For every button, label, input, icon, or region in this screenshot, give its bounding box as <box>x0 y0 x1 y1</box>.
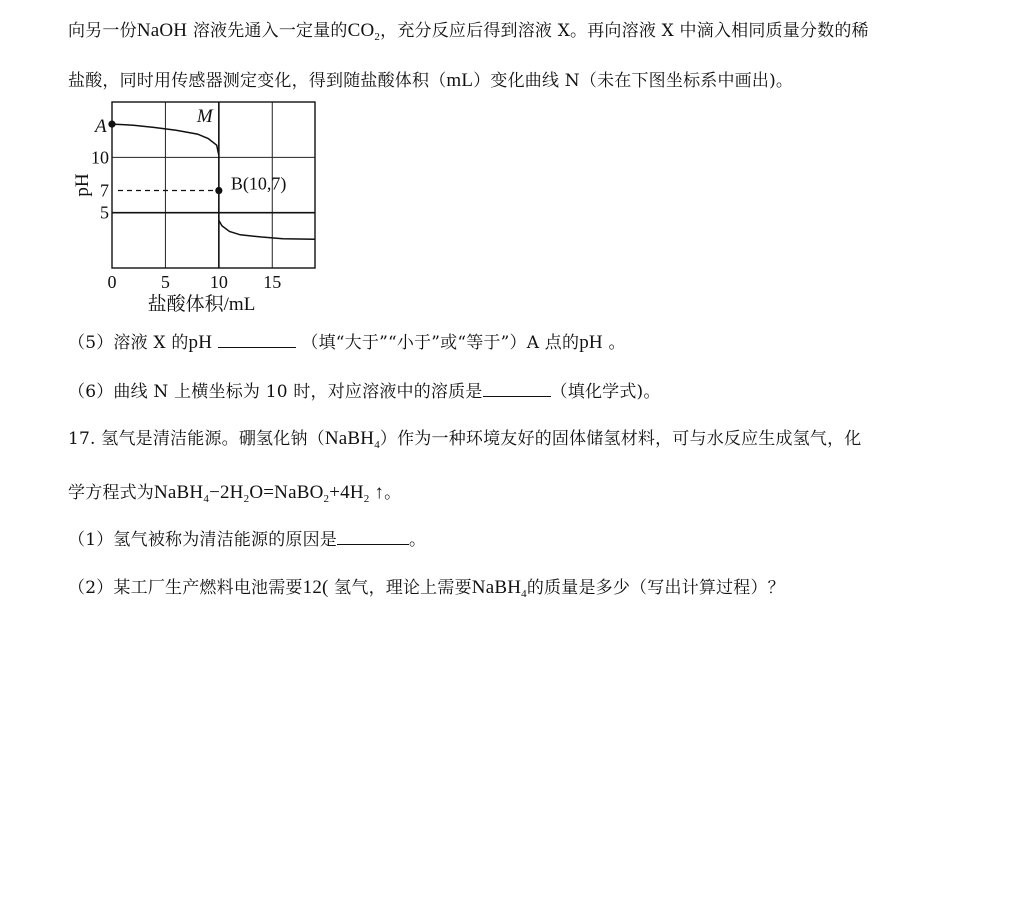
answer-blank-5[interactable] <box>218 333 296 348</box>
answer-blank-6[interactable] <box>483 382 551 397</box>
question-5 <box>68 328 626 354</box>
q6-text: （填化学式)。 <box>550 382 661 402</box>
x-axis-label: 盐酸体积/mL <box>147 294 256 315</box>
ph-symbol: pH <box>188 332 213 353</box>
q17-2-text: （2）某工厂生产燃料电池需要 <box>68 578 303 598</box>
x-tick-label: 5 <box>160 272 170 292</box>
question-17-1 <box>68 525 426 550</box>
gas-arrow-icon: ↑ <box>374 482 385 503</box>
q17-text: 学方程式为 <box>68 483 154 503</box>
question-6 <box>68 377 661 402</box>
q17-1-text: （1）氢气被称为清洁能源的原因是 <box>68 530 338 550</box>
point-label-b: B(10,7) <box>230 173 287 194</box>
formula-naoh: NaOH <box>136 20 188 41</box>
intro-text: 盐酸，同时用传感器测定变化，得到随盐酸体积（ <box>68 71 447 91</box>
q17-text: 。 <box>384 483 402 503</box>
y-tick-label: 5 <box>100 202 109 223</box>
q17-text: ）作为一种环境友好的固体储氢材料，可与水反应生成氢气，化 <box>379 429 862 449</box>
q17-2-text: 的质量是多少（写出计算过程）？ <box>526 578 785 598</box>
ph-curve-segment <box>219 220 315 239</box>
intro-line-1 <box>68 16 869 42</box>
q17-2-text: 氢气，理论上需要 <box>328 578 472 598</box>
x-tick-label: 10 <box>209 272 228 292</box>
question-17-stem-2 <box>68 478 401 504</box>
y-tick-label: 10 <box>91 147 109 168</box>
point-label-m: M <box>196 106 213 128</box>
q17-text: 17. 氢气是清洁能源。硼氢化钠（ <box>68 429 325 449</box>
x-tick-label: 15 <box>263 272 282 292</box>
formula-nabh4: NaBH$_4$ <box>471 577 527 600</box>
formula-co2: $CO_2$ <box>347 20 381 43</box>
unit-ml: mL <box>446 70 474 91</box>
q17-1-text: 。 <box>409 530 427 550</box>
intro-line-2 <box>68 66 793 92</box>
answer-blank-17-1[interactable] <box>337 530 409 545</box>
formula-nabh4: NaBH$_4$ <box>324 428 380 451</box>
question-17-2 <box>68 573 785 599</box>
intro-text: 向另一份 <box>68 21 137 41</box>
hydrogen-amount: 12( <box>302 577 329 598</box>
point-marker <box>215 187 222 194</box>
q5-text: 。 <box>608 333 626 353</box>
intro-text: ）变化曲线 N（未在下图坐标系中画出)。 <box>473 71 794 91</box>
y-axis-label: pH <box>72 173 93 197</box>
q5-text: （5）溶液 X 的 <box>68 333 189 353</box>
question-17-stem-1 <box>68 424 862 450</box>
intro-text: 溶液先通入一定量的 <box>187 21 348 41</box>
point-marker <box>108 121 115 128</box>
x-tick-label: 0 <box>107 272 117 292</box>
q5-text: （填“大于”“小于”或“等于”）A 点的 <box>301 333 580 353</box>
ph-curve-chart <box>60 96 330 316</box>
y-tick-label: 7 <box>100 180 109 201</box>
q6-text: （6）曲线 N 上横坐标为 10 时，对应溶液中的溶质是 <box>68 382 483 402</box>
ph-symbol: pH <box>579 332 603 353</box>
reaction-equation: $NaBH_4-2H_2O=NaBO_2+4H_2$ ↑ <box>154 482 385 505</box>
intro-text: ，充分反应后得到溶液 X。再向溶液 X 中滴入相同质量分数的稀 <box>380 21 869 41</box>
point-label-a: A <box>95 116 107 138</box>
